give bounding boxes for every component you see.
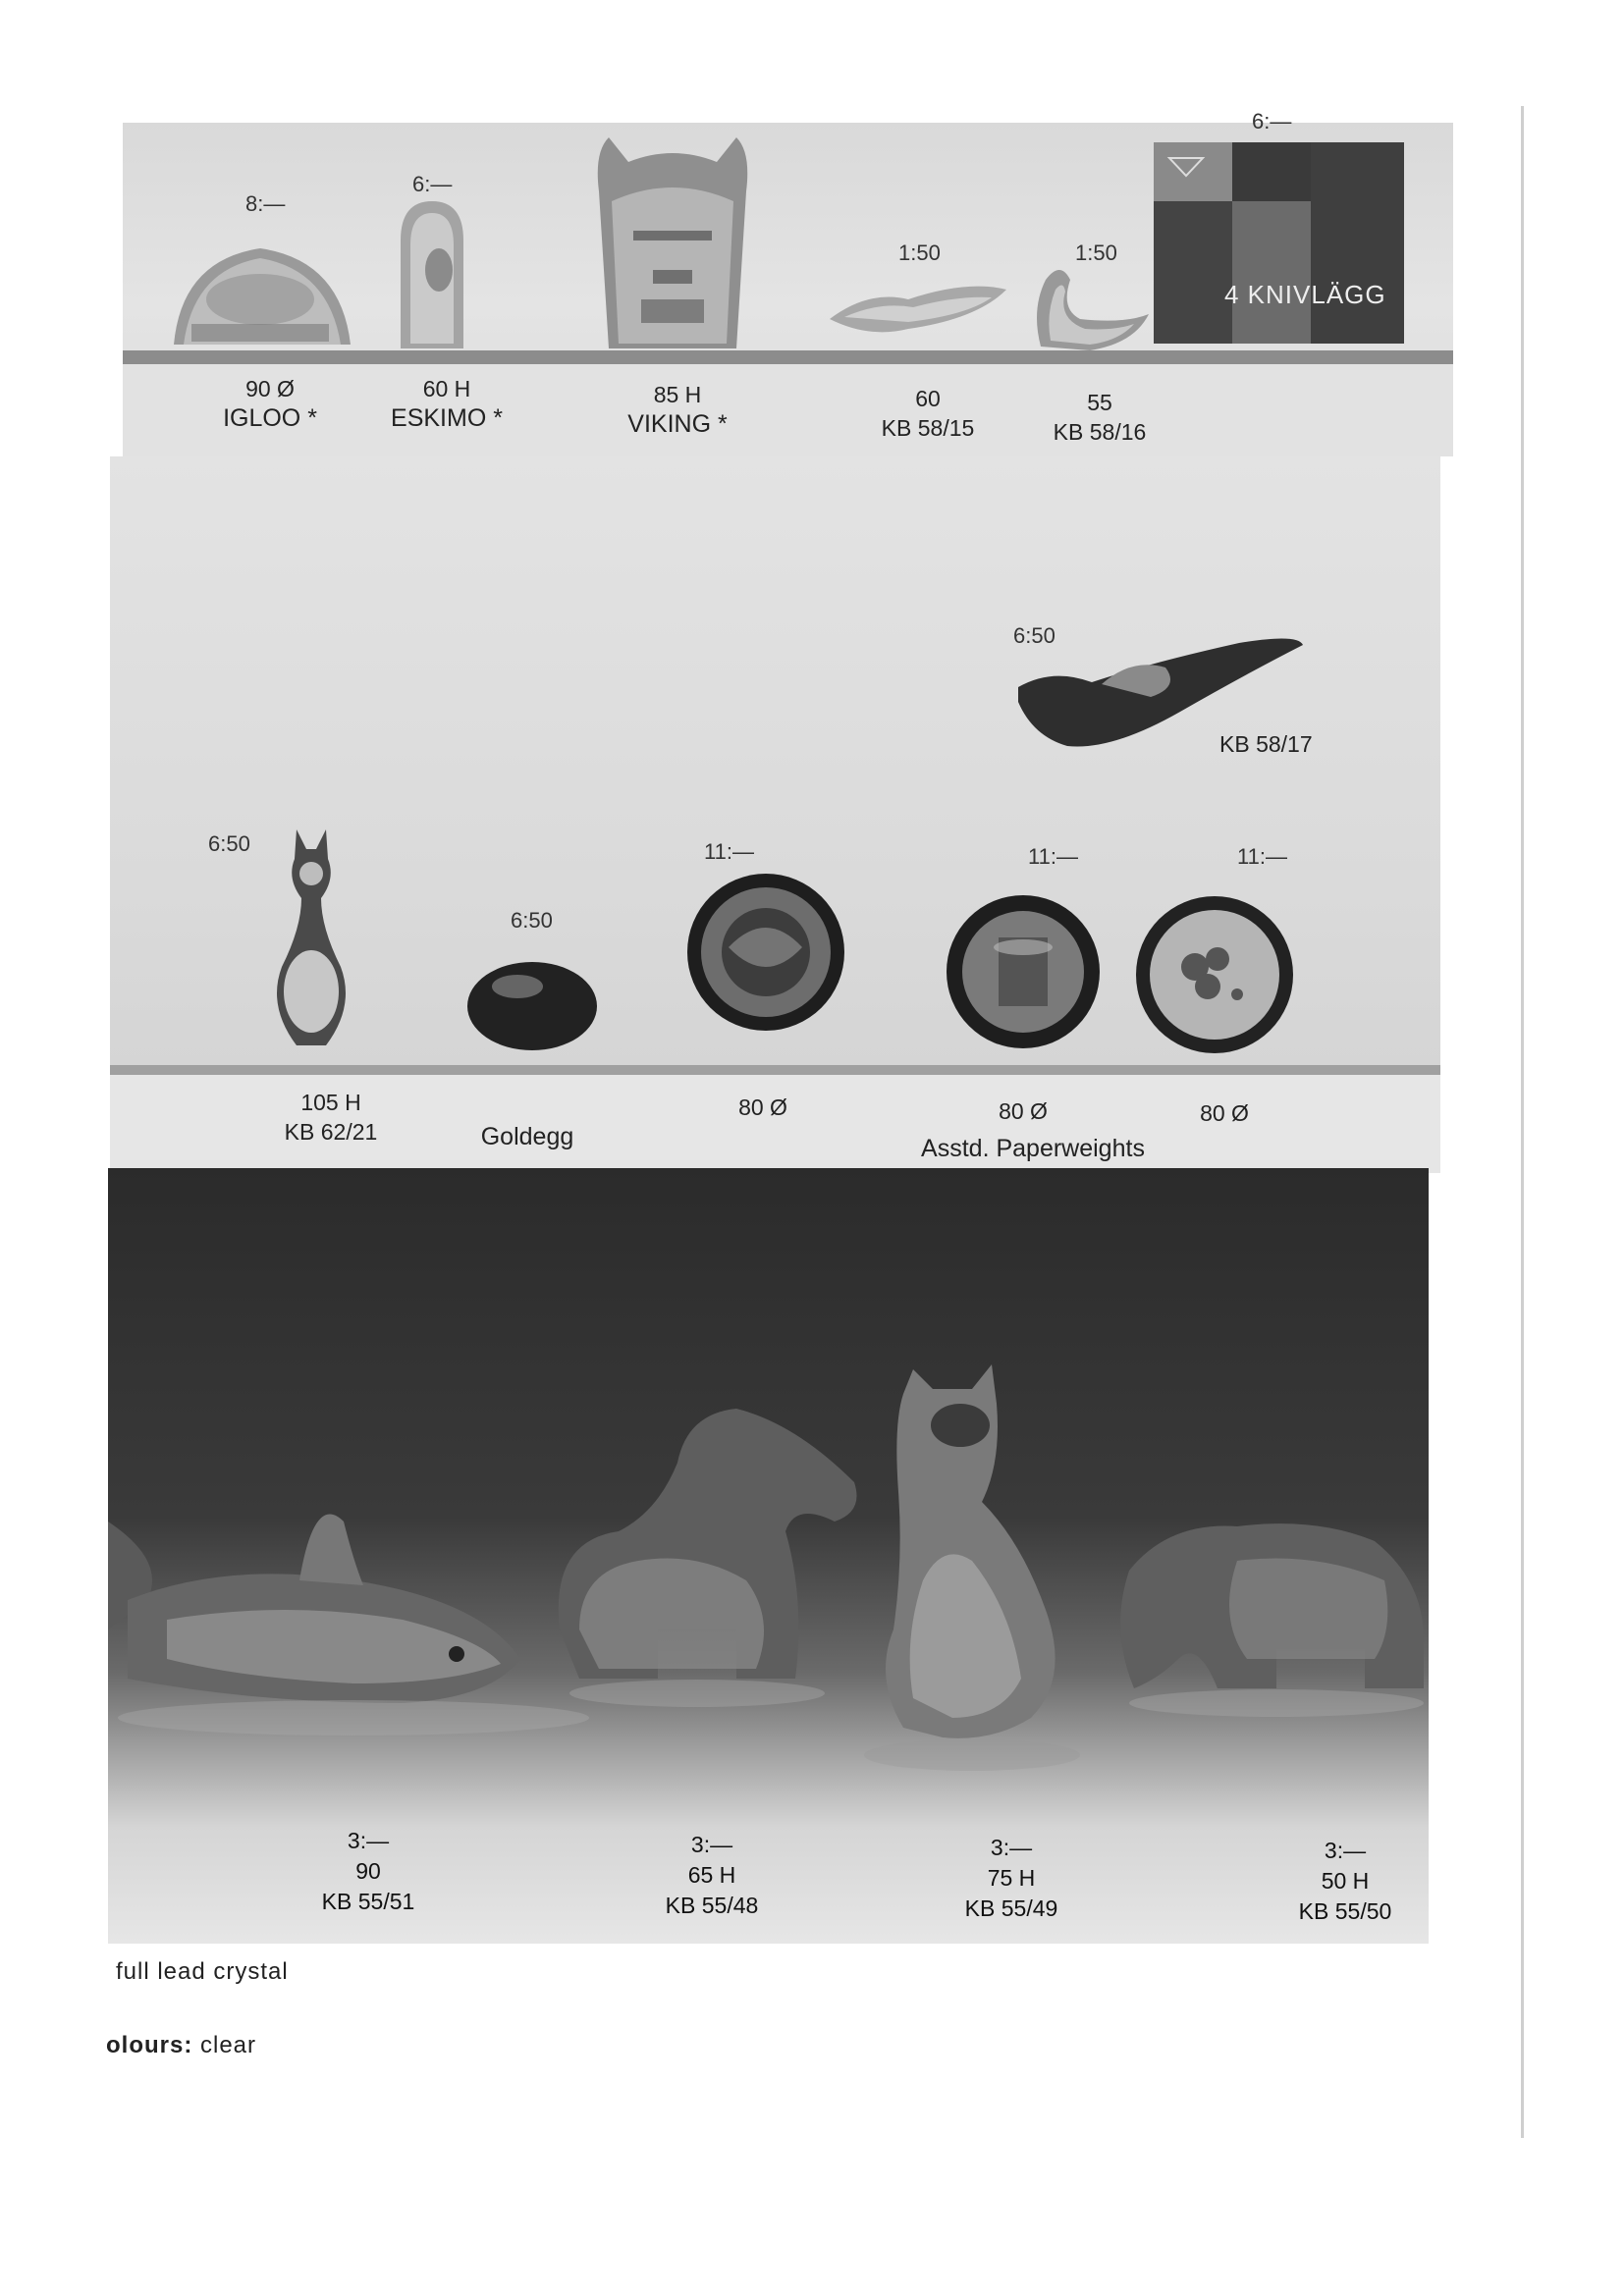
label-kb5551 — [299, 1826, 437, 1917]
goldegg — [467, 962, 597, 1050]
label-viking — [594, 380, 761, 439]
glass-horse-kb5548 — [559, 1409, 857, 1679]
colours-value: clear — [200, 2032, 257, 2058]
label-kb6221 — [257, 1088, 405, 1147]
size-kb5548: 65 H — [687, 1862, 736, 1888]
label-asstd-paperweights: Asstd. Paperweights — [921, 1135, 1145, 1162]
size-igloo: 90 Ø — [245, 376, 295, 401]
label-eskimo — [358, 374, 535, 433]
size-eskimo: 60 H — [422, 376, 471, 401]
size-kb5815: 60 — [915, 386, 941, 411]
name-eskimo: ESKIMO * — [391, 404, 503, 432]
middle-product-photo — [110, 456, 1440, 1173]
label-kb5549 — [938, 1833, 1085, 1924]
glass-fish-kb5551 — [108, 1515, 520, 1704]
igloo-paperweight — [174, 248, 351, 345]
glass-cat-kb6221 — [277, 829, 346, 1045]
size-kb5816: 55 — [1087, 390, 1112, 415]
label-igloo — [191, 374, 349, 433]
shelf — [123, 350, 1453, 364]
price-goldegg: 6:50 — [511, 908, 553, 933]
label-kb5548 — [638, 1830, 785, 1921]
glass-animal-kb5815 — [830, 287, 1006, 333]
box-label: 4 KNIVLÄGG — [1224, 280, 1386, 309]
label-kb5815 — [844, 384, 1011, 443]
size-kb5551: 90 — [355, 1858, 381, 1884]
price-eskimo: 6:— — [412, 172, 453, 196]
size-viking: 85 H — [653, 382, 702, 407]
name-igloo: IGLOO * — [223, 404, 317, 432]
price-kb5817: 6:50 — [1013, 623, 1056, 648]
viking-head — [598, 137, 748, 348]
size-kb6221: 105 H — [300, 1090, 361, 1115]
label-kb5550 — [1272, 1836, 1419, 1927]
page-edge-line — [1521, 106, 1524, 2138]
name-kb5815: KB 58/15 — [881, 415, 975, 441]
size-paperweight-1: 80 Ø — [738, 1095, 787, 1120]
size-kb5549: 75 H — [987, 1865, 1036, 1891]
price-kb5548: 3:— — [690, 1832, 733, 1857]
price-kb5550: 3:— — [1324, 1838, 1367, 1863]
name-kb5549: KB 55/49 — [964, 1896, 1058, 1921]
name-goldegg: Goldegg — [480, 1123, 574, 1150]
name-viking: VIKING * — [627, 410, 728, 438]
name-kb5816: KB 58/16 — [1053, 419, 1147, 445]
name-kb5550: KB 55/50 — [1298, 1898, 1392, 1924]
price-kb5549: 3:— — [990, 1835, 1033, 1860]
glass-cat-kb5549 — [886, 1364, 1056, 1738]
paperweight-3 — [1136, 896, 1293, 1053]
price-paperweight-3: 11:— — [1237, 844, 1287, 869]
price-paperweight-1: 11:— — [704, 839, 754, 864]
paperweight-1 — [687, 874, 844, 1031]
price-kb6221: 6:50 — [208, 831, 250, 856]
glass-elephant-kb5550 — [1120, 1523, 1424, 1688]
colours-label: olours: — [106, 2032, 193, 2058]
size-paperweight-3: 80 Ø — [1200, 1100, 1249, 1126]
name-kb5548: KB 55/48 — [665, 1893, 759, 1918]
material-caption: full lead crystal — [116, 1958, 289, 1985]
price-kb5815: 1:50 — [898, 240, 941, 265]
eskimo-figure — [401, 201, 463, 348]
name-kb5551: KB 55/51 — [321, 1889, 415, 1914]
label-kb5816 — [1016, 388, 1183, 447]
price-paperweight-2: 11:— — [1028, 844, 1078, 869]
knife-rest-box — [1154, 142, 1404, 344]
price-header-partial: 6:— — [1252, 109, 1292, 133]
bottom-product-photo — [108, 1168, 1429, 1944]
price-igloo: 8:— — [245, 191, 286, 216]
size-kb5550: 50 H — [1321, 1868, 1370, 1894]
size-paperweight-2: 80 Ø — [999, 1098, 1048, 1124]
price-kb5816: 1:50 — [1075, 240, 1117, 265]
shelf — [110, 1065, 1440, 1075]
code-kb5817: KB 58/17 — [1219, 731, 1313, 757]
top-product-photo — [123, 109, 1453, 456]
paperweight-2 — [947, 895, 1100, 1048]
colours-caption — [106, 2032, 256, 2059]
price-kb5551: 3:— — [347, 1828, 390, 1853]
glass-bird-kb5816 — [1037, 270, 1149, 350]
label-goldegg — [444, 1122, 611, 1151]
name-kb6221: KB 62/21 — [284, 1119, 378, 1145]
